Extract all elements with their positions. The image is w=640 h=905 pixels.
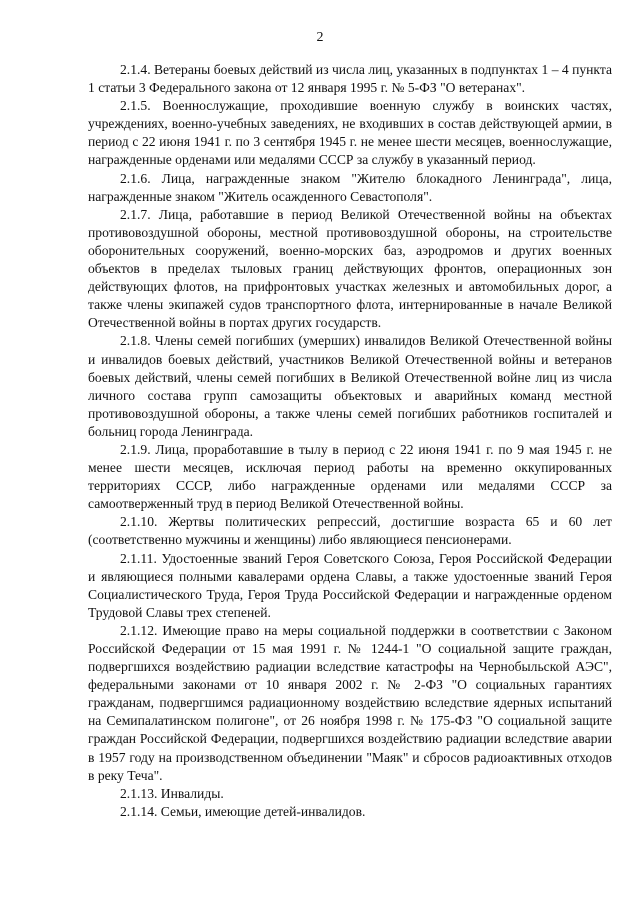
paragraph-2-1-6: 2.1.6. Лица, награжденные знаком "Жителю блокадного Ленинграда", лица, награжденные знаком "Житель осажденного Севастополя".	[88, 170, 612, 204]
paragraph-2-1-10: 2.1.10. Жертвы политических репрессий, достигшие возраста 65 и 60 лет (соответственно мужчины и женщины) либо являющиеся пенсионерами.	[88, 514, 612, 548]
paragraph-2-1-14: 2.1.14. Семьи, имеющие детей-инвалидов.	[120, 803, 366, 819]
paragraph-2-1-5: 2.1.5. Военнослужащие, проходившие военную службу в воинских частях, учреждениях, военно-учебных заведениях, не входивших в состав действующей армии, в период с 22 июня 1941 г. по 3 сентября 1945 г. не менее шести месяцев, военнослужащие, награжденные орденами или медалями СССР за службу в указанный период.	[88, 98, 612, 168]
paragraph-2-1-8: 2.1.8. Члены семей погибших (умерших) инвалидов Великой Отечественной войны и инвалидов боевых действий, участников Великой Отечественной войны и ветеранов боевых действий, члены семей погибших в Великой Отечественной войне лиц из числа личного состава групп самозащиты объектовых и аварийных команд местной противовоздушной обороны, а также члены семей погибших работников госпиталей и больниц города Ленинграда.	[88, 333, 612, 439]
paragraph-2-1-9: 2.1.9. Лица, проработавшие в тылу в период с 22 июня 1941 г. по 9 мая 1945 г. не менее шести месяцев, исключая период работы на временно оккупированных территориях СССР, либо награжденные орденами или медалями СССР за самоотверженный труд в период Великой Отечественной войны.	[88, 441, 612, 512]
page-number: 2	[316, 30, 324, 45]
paragraph-2-1-13: 2.1.13. Инвалиды.	[120, 785, 224, 801]
paragraph-2-1-4: 2.1.4. Ветераны боевых действий из числа лиц, указанных в подпунктах 1 – 4 пункта 1 статьи 3 Федерального закона от 12 января 1995 г. № 5-ФЗ "О ветеранах".	[88, 62, 612, 96]
paragraph-2-1-12: 2.1.12. Имеющие право на меры социальной поддержки в соответствии с Законом Российской Федерации от 15 мая 1991 г. № 1244-1 "О социальной защите граждан, подвергшихся воздействию радиации вследствие катастрофы на Чернобыльской АЭС", федеральными законами от 10 января 2002 г. № 2-ФЗ "О социальных гарантиях гражданам, подвергшимся радиационному воздействию вследствие ядерных испытаний на Семипалатинском полигоне", от 26 ноября 1998 г. № 175-ФЗ "О социальной защите граждан Российской Федерации, подвергшихся воздействию радиации вследствие аварии в 1957 году на производственном объединении "Маяк" и сбросов радиоактивных отходов в реку Теча".	[88, 622, 612, 783]
paragraph-2-1-11: 2.1.11. Удостоенные званий Героя Советского Союза, Героя Российской Федерации и являющиеся полными кавалерами ордена Славы, а также удостоенные званий Героя Социалистического Труда, Героя Труда Российской Федерации и награжденные орденом Трудовой Славы трех степеней.	[88, 550, 612, 620]
document-body	[88, 61, 612, 821]
paragraph-2-1-7: 2.1.7. Лица, работавшие в период Великой Отечественной войны на объектах противовоздушной обороны, местной противовоздушной обороны, на строительстве оборонительных сооружений, военно-морских баз, аэродромов и других военных объектов в пределах тыловых границ действующих фронтов, операционных зон действующих флотов, на прифронтовых участках железных и автомобильных дорог, а также члены экипажей судов транспортного флота, интернированные в начале Великой Отечественной войны в портах других государств.	[88, 206, 612, 331]
